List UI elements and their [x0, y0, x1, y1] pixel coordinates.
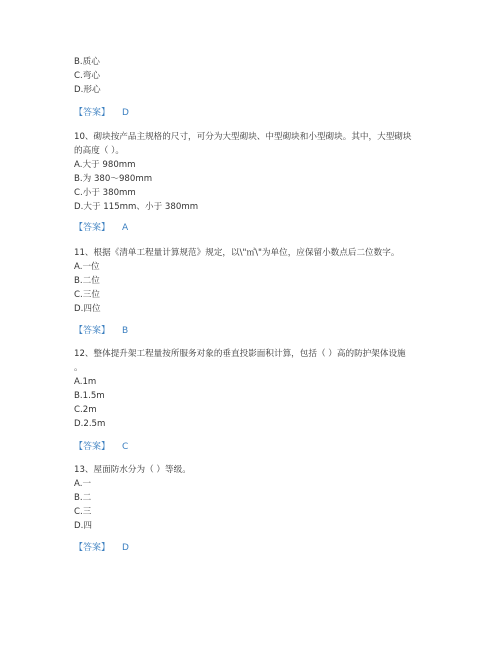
q9-option-b: B.质心	[74, 57, 100, 67]
q13-option-d: D.四	[74, 521, 92, 531]
q10-stem-line2: 的高度（ ）。	[74, 146, 124, 156]
q9-option-c: C.弯心	[74, 71, 100, 81]
q13-option-c: C.三	[74, 507, 92, 517]
answer-value: C	[122, 442, 129, 452]
q11-option-b: B.二位	[74, 276, 100, 286]
answer-value: A	[122, 223, 129, 233]
q12-option-c: C.2m	[74, 405, 97, 415]
q12-stem-line2: 。	[74, 363, 83, 373]
q11-option-a: A.一位	[74, 262, 100, 272]
q10-answer	[74, 223, 128, 234]
q10-option-a: A.大于 980mm	[74, 160, 136, 170]
q11-stem: 11、根据《清单工程量计算规范》规定，以\"㎡\"为单位，应保留小数点后二位数字。	[74, 248, 400, 258]
answer-label: 【答案】	[74, 442, 111, 452]
answer-label: 【答案】	[74, 223, 111, 233]
q9-option-d: D.形心	[74, 85, 101, 95]
q12-stem-line1: 12、整体提升架工程量按所服务对象的垂直投影面积计算，包括（ ）高的防护架体设施	[74, 349, 406, 359]
q12-answer	[74, 442, 128, 453]
q11-answer	[74, 326, 128, 337]
q10-stem-line1: 10、砌块按产品主规格的尺寸，可分为大型砌块、中型砌块和小型砌块。其中，大型砌块	[74, 132, 412, 142]
q9-answer	[74, 108, 129, 119]
q11-option-d: D.四位	[74, 304, 101, 314]
q10-option-c: C.小于 380mm	[74, 188, 136, 198]
answer-value: B	[122, 326, 129, 336]
q13-stem: 13、屋面防水分为（ ）等级。	[74, 465, 191, 475]
q13-option-b: B.二	[74, 493, 92, 503]
q12-option-b: B.1.5m	[74, 391, 105, 401]
answer-value: D	[122, 543, 129, 553]
q12-option-d: D.2.5m	[74, 419, 106, 429]
q12-option-a: A.1m	[74, 377, 97, 387]
q13-answer	[74, 543, 129, 554]
answer-value: D	[122, 108, 129, 118]
q10-option-b: B.为 380～980mm	[74, 174, 153, 184]
answer-label: 【答案】	[74, 543, 111, 553]
q10-option-d: D.大于 115mm、小于 380mm	[74, 202, 199, 212]
answer-label: 【答案】	[74, 326, 111, 336]
answer-label: 【答案】	[74, 108, 111, 118]
q11-option-c: C.三位	[74, 290, 100, 300]
q13-option-a: A.一	[74, 479, 92, 489]
